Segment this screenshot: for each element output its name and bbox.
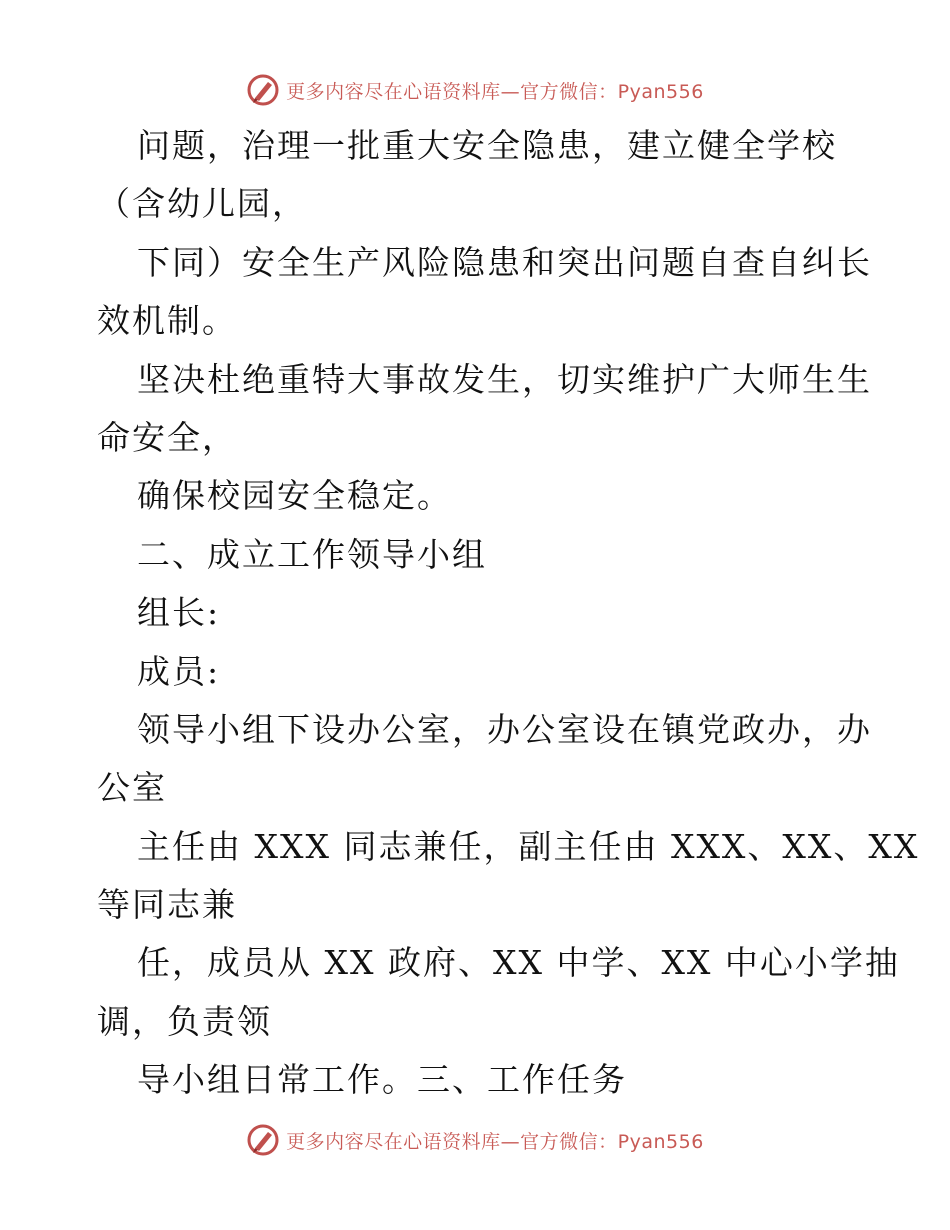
paragraph-line: 任，成员从 XX 政府、XX 中学、XX 中心小学抽	[137, 943, 900, 983]
paragraph-line: 主任由 XXX 同志兼任，副主任由 XXX、XX、XX	[137, 826, 920, 866]
paragraph-line: 等同志兼	[97, 885, 237, 925]
pen-circle-logo-icon	[246, 73, 280, 107]
paragraph-line: 二、成立工作领导小组	[137, 534, 487, 574]
paragraph-line: 确保校园安全稳定。	[137, 476, 452, 516]
header-banner-text: 更多内容尽在心语资料库—官方微信：Pyan556	[286, 80, 704, 103]
footer-banner	[0, 1120, 950, 1160]
footer-banner-text: 更多内容尽在心语资料库—官方微信：Pyan556	[286, 1130, 704, 1153]
pen-circle-logo-icon	[246, 1123, 280, 1157]
paragraph-line: 问题，治理一批重大安全隐患，建立健全学校	[137, 126, 837, 165]
paragraph-line: 坚决杜绝重特大事故发生，切实维护广大师生生	[137, 359, 872, 399]
paragraph-line: 效机制。	[97, 301, 237, 341]
document-body	[97, 117, 920, 1110]
paragraph-line: 成员:	[137, 651, 221, 691]
paragraph-line: 导小组日常工作。三、工作任务	[137, 1060, 627, 1100]
paragraph-line: 组长:	[137, 593, 221, 633]
paragraph-line: 调，负责领	[97, 1001, 272, 1041]
header-banner	[0, 70, 950, 110]
paragraph-line: （含幼儿园，	[97, 184, 307, 224]
paragraph-line: 公室	[97, 768, 167, 808]
paragraph-line: 命安全，	[97, 417, 237, 457]
paragraph-line: 领导小组下设办公室，办公室设在镇党政办，办	[137, 709, 872, 749]
paragraph-line: 下同）安全生产风险隐患和突出问题自查自纠长	[137, 242, 872, 282]
